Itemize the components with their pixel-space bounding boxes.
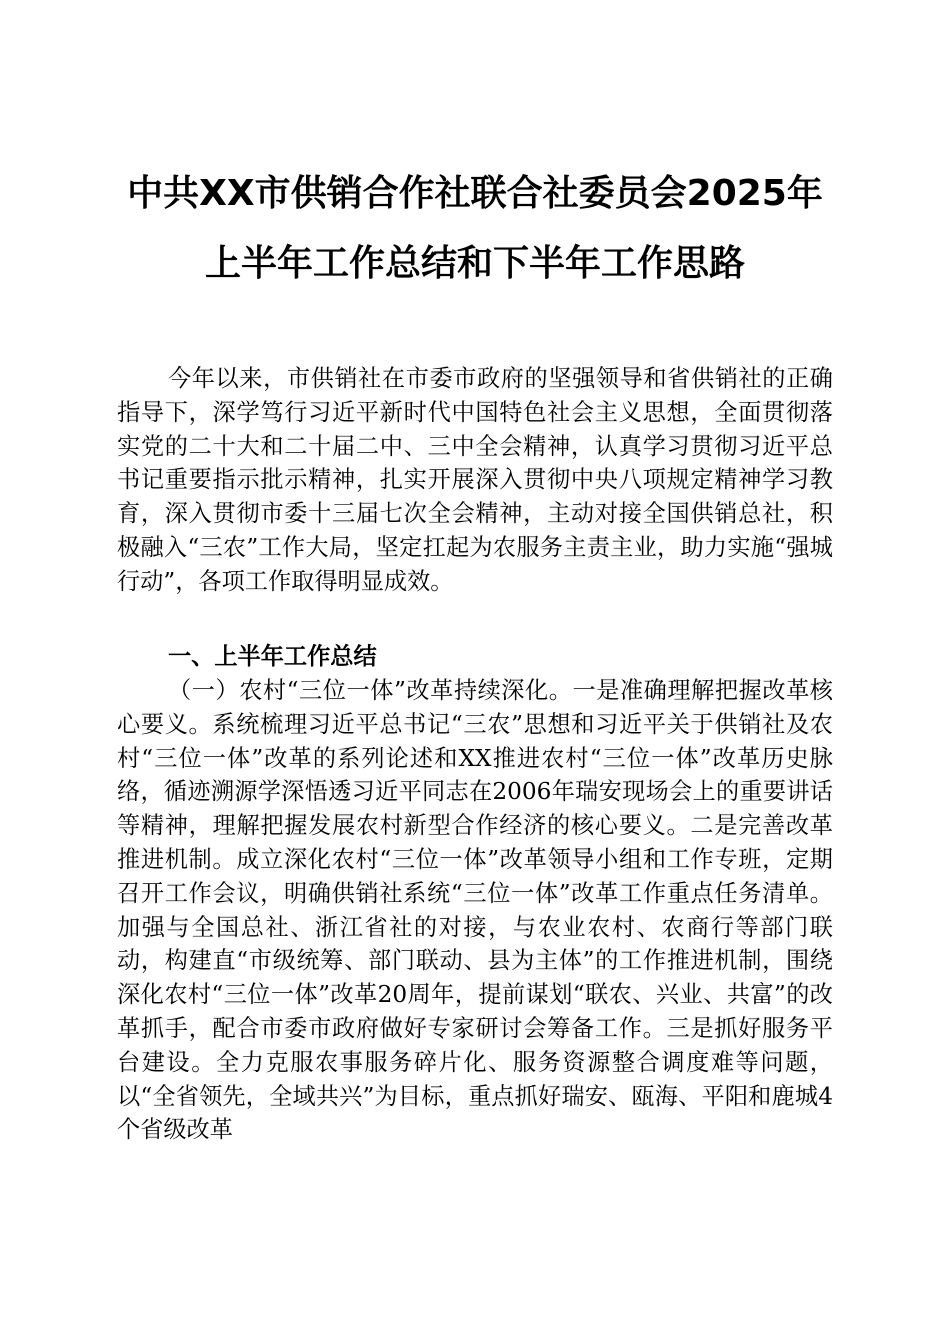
document-title-line-1: 中共XX市供销合作社联合社委员会2025年	[127, 173, 823, 214]
section-1-heading: 一、上半年工作总结	[168, 643, 377, 670]
section-1-paragraph: （一）农村“三位一体”改革持续深化。一是准确理解把握改革核心要义。系统梳理习近平总书记“三农”思想和习近平关于供销社及农村“三位一体”改革的系列论述和XX推进农村“三位一体”改革历史脉络，循迹溯源学深悟透习近平同志在2006年瑞安现场会上的重要讲话等精神，理解把握发展农村新型合作经济的核心要义。二是完善改革推进机制。成立深化农村“三位一体”改革领导小组和工作专班，定期召开工作会议，明确供销社系统“三位一体”改革工作重点任务清单。加强与全国总社、浙江省社的对接，与农业农村、农商行等部门联动，构建直“市级统筹、部门联动、县为主体”的工作推进机制，围绕深化农村“三位一体”改革20周年，提前谋划“联农、兴业、共富”的改革抓手，配合市委市政府做好专家研讨会筹备工作。三是抓好服务平台建设。全力克服农事服务碎片化、服务资源整合调度难等问题，以“全省领先，全域共兴”为目标，重点抓好瑞安、瓯海、平阳和鹿城4个省级改革	[117, 677, 833, 1144]
intro-paragraph: 今年以来，市供销社在市委市政府的坚强领导和省供销社的正确指导下，深学笃行习近平新时代中国特色社会主义思想，全面贯彻落实党的二十大和二十届二中、三中全会精神，认真学习贯彻习近平总书记重要指示批示精神，扎实开展深入贯彻中央八项规定精神学习教育，深入贯彻市委十三届七次全会精神，主动对接全国供销总社，积极融入“三农”工作大局，坚定扛起为农服务主责主业，助力实施“强城行动”，各项工作取得明显成效。	[117, 365, 833, 595]
document-title-line-2: 上半年工作总结和下半年工作思路	[204, 243, 745, 284]
